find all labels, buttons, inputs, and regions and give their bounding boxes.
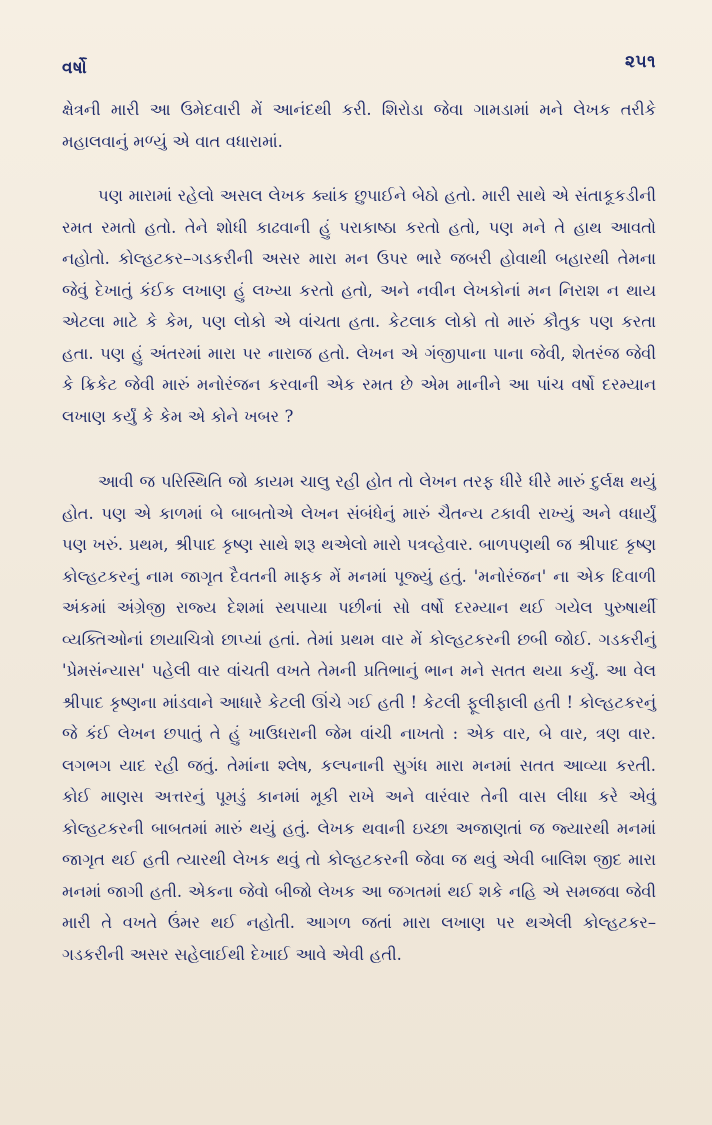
paragraph-3: આવી જ પરિસ્થિતિ જો કાયમ ચાલુ રહી હોત તો લેખન તરફ ધીરે ધીરે મારું દુર્લક્ષ થયું હોત. પણ એ કાળમાં બે બાબતોએ લેખન સંબંધેનું મારું ચૈતન્ય ટકાવી રાખ્યું અને વધાર્યું પણ ખરું. પ્રથમ, શ્રીપાદ કૃષ્ણ સાથે શરૂ થએલો મારો પત્રવ્હેવાર. બાળપણથી જ શ્રીપાદ કૃષ્ણ કોલ્હટકરનું નામ જાગૃત દૈવતની માફક મેં મનમાં પૂજ્યું હતું. 'મનોરંજન' ના એક દિવાળી અંકમાં અંગ્રેજી રાજ્ય દેશમાં સ્થપાયા પછીનાં સો વર્ષો દરમ્યાન થઈ ગયેલ પુરુષાર્થી વ્યક્તિઓનાં છાયાચિત્રો છાપ્યાં હતાં. તેમાં પ્રથમ વાર મેં કોલ્હટકરની છબી જોઈ. ગડકરીનું 'પ્રેમસંન્યાસ' પહેલી વાર વાંચતી વખતે તેમની પ્રતિભાનું ભાન મને સતત થયા કર્યું. આ વેલ શ્રીપાદ કૃષ્ણના માંડવાને આધારે કેટલી ઊંચે ગઈ હતી ! કેટલી ફૂલીફાલી હતી ! કોલ્હટકરનું જે કંઈ લેખન છપાતું તે હું ખાઉધરાની જેમ વાંચી નાખતો : એક વાર, બે વાર, ત્રણ વાર. લગભગ યાદ રહી જતું. તેમાંના શ્લેષ, કલ્પનાની સુગંધ મારા મનમાં સતત આવ્યા કરતી. કોઈ માણસ અત્તરનું પૂમડું કાનમાં મૂકી રાખે અને વારંવાર તેની વાસ લીધા કરે એવું કોલ્હટકરની બાબતમાં મારું થયું હતું. લેખક થવાની ઇચ્છા અજાણતાં જ જ્યારથી મનમાં જાગૃત થઈ હતી ત્યારથી લેખક થવું તો કોલ્હટકરની જેવા જ થવું એવી બાલિશ જીદ મારા મનમાં જાગી હતી. એકના જેવો બીજો લેખક આ જગતમાં થઈ શકે નહિ એ સમજવા જેવી મારી તે વખતે ઉંમર થઈ નહોતી. આગળ જતાં મારા લખાણ પર થએલી કોલ્હટકર–ગડકરીની અસર સહેલાઈથી દેખાઈ આવે એવી હતી. xyxy=(62,472,656,964)
paragraph-2: પણ મારામાં રહેલો અસલ લેખક ક્યાંક છુપાઈને બેઠો હતો. મારી સાથે એ સંતાકૂકડીની રમત રમતો હતો. તેને શોધી કાઢવાની હું પરાકાષ્ઠા કરતો હતો, પણ મને તે હાથ આવતો નહોતો. કોલ્હટકર–ગડકરીની અસર મારા મન ઉપર ભારે જબરી હોવાથી બહારથી તેમના જેવું દેખાતું કંઈક લખાણ હું લખ્યા કરતો હતો, અને નવીન લેખકોનાં મન નિરાશ ન થાય એટલા માટે કે કેમ, પણ લોકો એ વાંચતા હતા. કેટલાક લોકો તો મારું કૌતુક પણ કરતા હતા. પણ હું અંતરમાં મારા પર નારાજ હતો. લેખન એ ગંજીપાના પાના જેવી, શેતરંજ જેવી કે ક્રિકેટ જેવી મારું મનોરંજન કરવાની એક રમત છે એમ માનીને આ પાંચ વર્ષો દરમ્યાન લખાણ કર્યું કે કેમ એ કોને ખબર ? xyxy=(62,186,656,426)
page-header xyxy=(62,48,656,88)
running-head: વર્ષો xyxy=(62,58,88,78)
page-number: ૨૫૧ xyxy=(625,52,656,72)
paragraph-1: ક્ષેત્રની મારી આ ઉમેદવારી મેં આનંદથી કરી. શિરોડા જેવા ગામડામાં મને લેખક તરીકે મહાલવાનું મળ્યું એ વાત વધારામાં. xyxy=(62,100,656,151)
